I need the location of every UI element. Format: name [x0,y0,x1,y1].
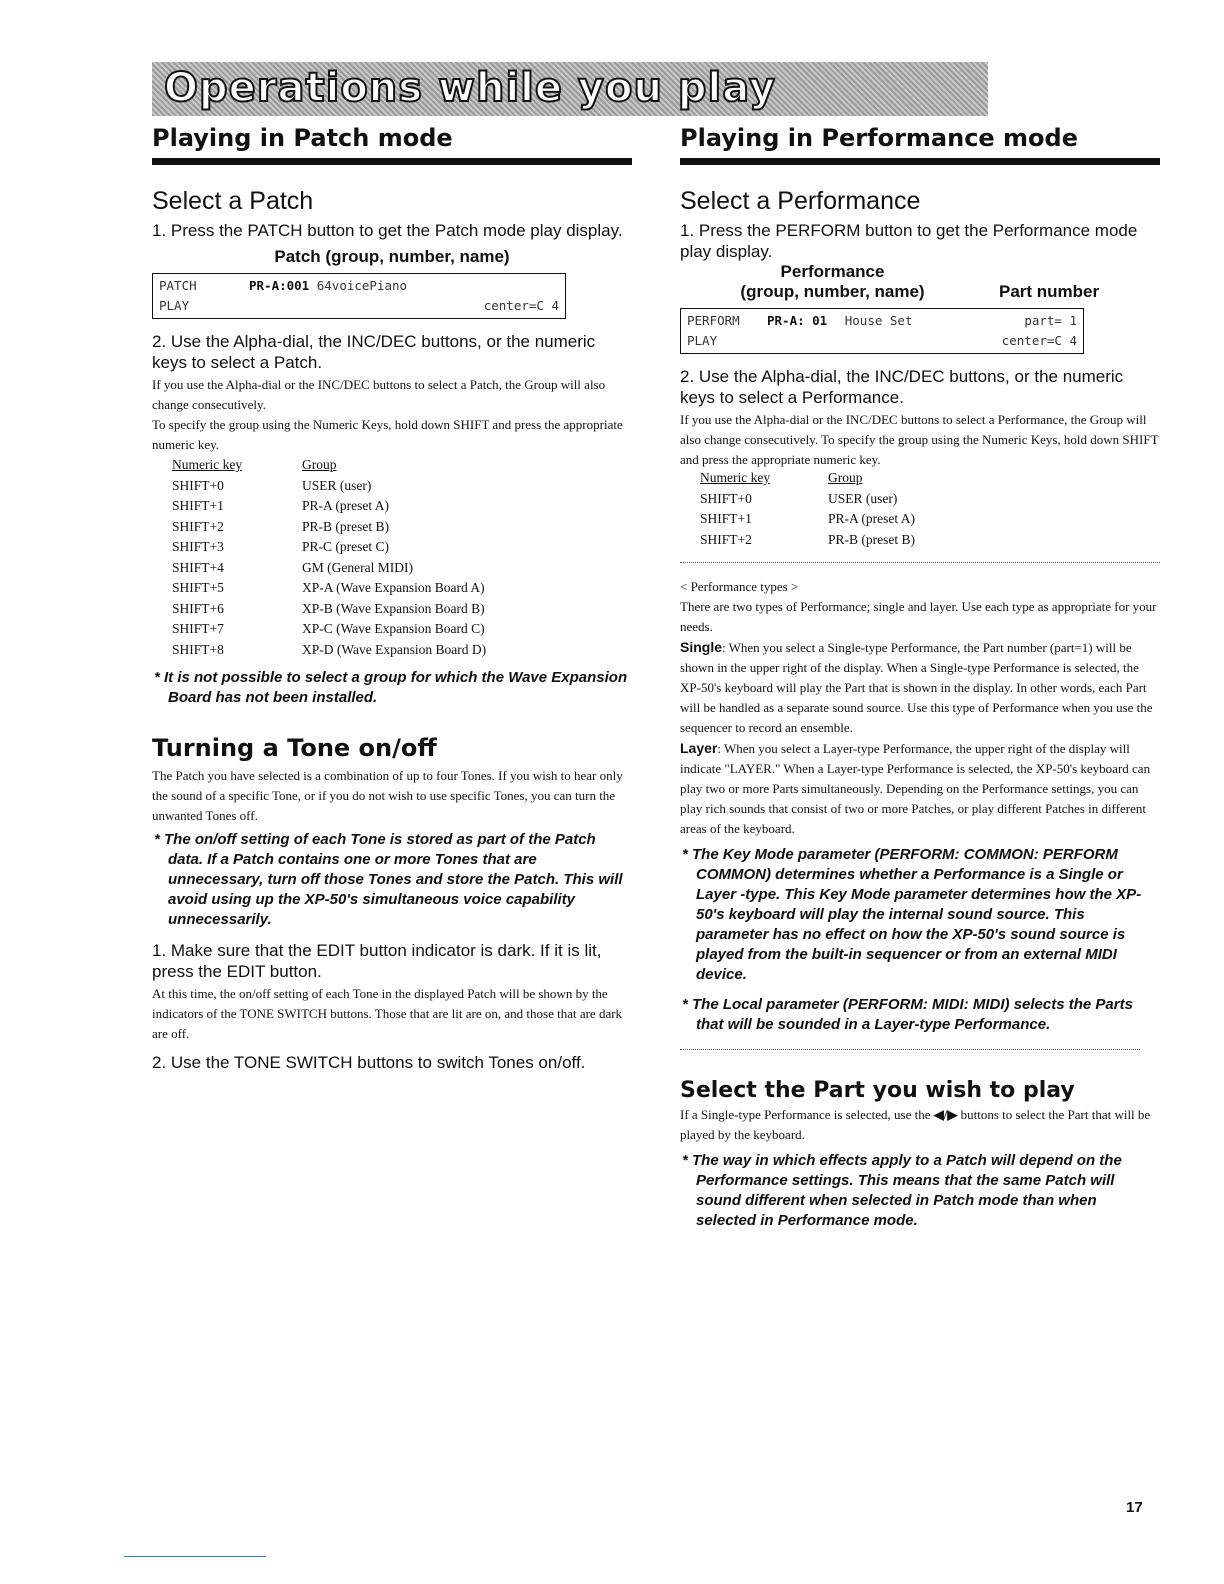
lcd-performance-number: PR-A: 01 [767,313,828,328]
chapter-title: Operations while you play [164,65,777,111]
lcd-patch-number: PR-A:001 [249,278,310,293]
table-cell: SHIFT+6 [172,600,224,616]
caption-line-2: (group, number, name) [740,282,925,301]
arrow-buttons-icon: ◀/▶ [933,1107,958,1122]
part-text-b: buttons to select the Part that will be played by the keyboard. [680,1107,1151,1142]
table-cell: PR-B (preset B) [828,531,915,547]
patch-paragraph-2: To specify the group using the Numeric Keys, hold down SHIFT and press the appropriate numeric key. [152,417,623,452]
tone-paragraph: The Patch you have selected is a combination of up to four Tones. If you wish to hear only the sound of a specific Tone, or if you do not wish to use specific Tones, you can turn the unwanted Tones off. [152,768,623,823]
single-type-description [680,637,1160,738]
table-row [172,621,486,642]
table-header-row [700,470,915,491]
table-cell: USER (user) [302,477,372,493]
table-cell: SHIFT+4 [172,559,224,575]
footer-line [124,1556,266,1557]
table-row [172,601,486,622]
lcd-label: PLAY [159,298,190,313]
table-row [700,511,915,532]
page-number: 17 [1126,1499,1143,1516]
turning-tone-heading: Turning a Tone on/off [152,734,437,762]
table-cell: GM (General MIDI) [302,559,413,575]
lcd-label: PERFORM [687,313,740,328]
table-cell: PR-A (preset A) [828,511,915,526]
divider [680,1049,1140,1050]
divider [680,562,1160,563]
section-rule [152,158,632,165]
patch-paragraph-1: If you use the Alpha-dial or the INC/DEC buttons to select a Patch, the Group will also change consecutively. [152,377,606,412]
patch-step-2: 2. Use the Alpha-dial, the INC/DEC buttons, or the numeric keys to select a Patch. [152,332,596,372]
table-cell: SHIFT+1 [172,498,224,513]
lcd-performance-name: House Set [844,313,913,328]
effects-note: * The way in which effects apply to a Patch will depend on the Performance settings. This means that the same Patch will sound different when selected in Patch mode than when selected in Performance mode. [682,1152,1122,1229]
performance-types-intro: There are two types of Performance; single and layer. Use each type as appropriate for your needs. [680,599,1157,634]
section-rule [680,158,1160,165]
caption-part-number: Part number [999,282,1100,301]
table-row [172,498,486,519]
tone-step-1: 1. Make sure that the EDIT button indicator is dark. If it is lit, press the EDIT button. [152,941,602,981]
table-header: Group [302,457,337,472]
table-cell: PR-A (preset A) [302,498,389,513]
patch-note: * It is not possible to select a group for which the Wave Expansion Board has not been installed. [154,669,628,706]
performance-lcd-display [680,308,1084,354]
lcd-row-2 [687,331,1077,351]
table-cell: SHIFT+1 [700,511,752,526]
layer-label: Layer [680,740,718,756]
table-row [172,539,486,560]
right-column [680,124,1160,1231]
table-cell: SHIFT+2 [700,531,752,547]
single-text: : When you select a Single-type Performance, the Part number (part=1) will be shown in the upper right of the display. When a Single-type Performance is selected, the XP-50's keyboard will play the Part that is shown in the display. In other words, each Part will be handled as a separate sound source. Use this type of Performance when you use the sequencer to record an ensemble. [680,640,1153,735]
patch-lcd-display [152,273,566,319]
performance-paragraph-1: If you use the Alpha-dial or the INC/DEC buttons to select a Performance, the Group will also change consecutively. To specify the group using the Numeric Keys, hold down SHIFT and press the appropriate numeric key. [680,412,1159,467]
section-heading-patch-mode: Playing in Patch mode [152,124,453,152]
lcd-label: PATCH [159,278,197,293]
patch-group-table [172,457,486,662]
performance-types-title: < Performance types > [680,579,799,594]
lcd-row-1 [687,311,1077,331]
patch-display-caption: Patch (group, number, name) [274,247,510,266]
select-patch-heading: Select a Patch [152,187,314,215]
single-label: Single [680,639,723,655]
layer-text: : When you select a Layer-type Performance, the upper right of the display will indicate "LAYER." When a Layer-type Performance is selected, the XP-50's keyboard can play two or more Parts simultaneously. Depending on the Performance settings, you can play rich sounds that consist of two or more Patches, or play different Patches in different areas of the keyboard. [680,741,1151,836]
lcd-center-value: center=C 4 [1001,333,1077,348]
key-mode-note: * The Key Mode parameter (PERFORM: COMMON: PERFORM COMMON) determines whether a Performance is a Single or Layer -type. This Key Mode parameter determines how the XP-50's keyboard will play the internal sound source. This parameter has no effect on how the XP-50's sound source is played from the built-in sequencer or from an external MIDI device. [682,846,1142,983]
table-cell: XP-A (Wave Expansion Board A) [302,580,485,595]
performance-group-table [700,470,915,552]
patch-step-1: 1. Press the PATCH button to get the Patch mode play display. [152,221,623,240]
tone-step-2: 2. Use the TONE SWITCH buttons to switch Tones on/off. [152,1053,586,1072]
table-header: Numeric key [172,457,243,472]
table-cell: SHIFT+2 [172,518,224,534]
table-cell: XP-B (Wave Expansion Board B) [302,600,485,616]
table-header: Numeric key [700,470,771,485]
table-cell: XP-C (Wave Expansion Board C) [302,621,485,636]
select-part-paragraph [680,1105,1160,1145]
section-heading-performance-mode: Playing in Performance mode [680,124,1079,152]
lcd-patch-name: 64voicePiano [316,278,408,293]
select-part-heading: Select the Part you wish to play [680,1078,1075,1103]
local-parameter-note: * The Local parameter (PERFORM: MIDI: MIDI) selects the Parts that will be sounded in a Layer-type Performance. [682,996,1133,1033]
table-cell: PR-C (preset C) [302,539,389,554]
table-row [700,532,915,553]
table-cell: PR-B (preset B) [302,518,389,534]
performance-step-1: 1. Press the PERFORM button to get the Performance mode play display. [680,221,1138,261]
lcd-label: PLAY [687,333,718,348]
part-text-a: If a Single-type Performance is selected, use the [680,1107,931,1122]
table-row [172,478,486,499]
table-cell: USER (user) [828,490,898,506]
tone-paragraph-2: At this time, the on/off setting of each Tone in the displayed Patch will be shown by the indicators of the TONE SWITCH buttons. Those that are lit are on, and those that are dark are off. [152,986,623,1041]
layer-type-description [680,738,1160,839]
table-cell: XP-D (Wave Expansion Board D) [302,641,487,657]
table-cell: SHIFT+7 [172,621,224,636]
performance-step-2: 2. Use the Alpha-dial, the INC/DEC buttons, or the numeric keys to select a Performance. [680,367,1124,407]
left-column [152,124,632,1073]
table-row [172,519,486,540]
table-row [172,560,486,581]
table-cell: SHIFT+3 [172,539,224,554]
table-header: Group [828,470,863,485]
chapter-banner [152,62,988,116]
lcd-row-2 [159,296,559,316]
table-cell: SHIFT+5 [172,580,224,595]
select-performance-heading: Select a Performance [680,187,921,215]
table-cell: SHIFT+0 [172,477,224,493]
table-cell: SHIFT+8 [172,641,224,657]
performance-display-caption [680,262,1160,302]
table-row [172,580,486,601]
table-cell: SHIFT+0 [700,490,752,506]
lcd-part-value: part= 1 [1024,313,1077,328]
tone-note: * The on/off setting of each Tone is stored as part of the Patch data. If a Patch contains one or more Tones that are unnecessary, turn off those Tones and store the Patch. This will avoid using up the XP-50's simultaneous voice capability unnecessarily. [154,831,623,928]
table-header-row [172,457,486,478]
table-row [700,491,915,512]
caption-line-1: Performance [780,262,885,281]
lcd-center-value: center=C 4 [483,298,559,313]
table-row [172,642,486,663]
lcd-row-1 [159,276,559,296]
